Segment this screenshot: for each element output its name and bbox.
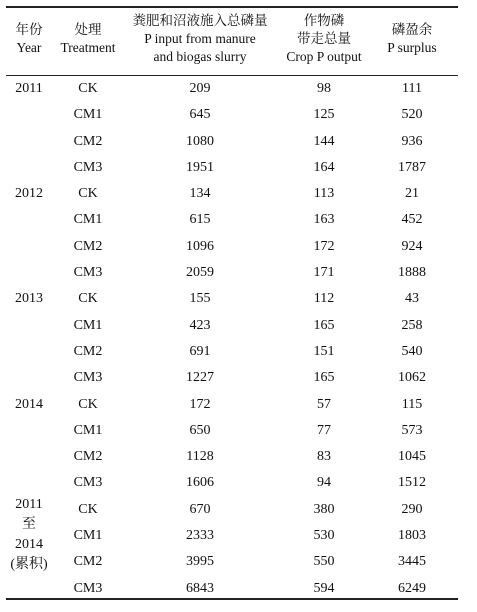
table-row <box>0 392 477 418</box>
surplus-cell: 21 <box>405 186 419 202</box>
surplus-cell: 111 <box>402 81 422 96</box>
surplus-cell: 1787 <box>398 159 426 175</box>
p-input-cell: 155 <box>189 291 211 307</box>
table-row <box>0 470 477 496</box>
p-input-cell: 3995 <box>186 554 214 570</box>
treatment-cell: CM3 <box>73 265 103 281</box>
surplus-cell: 520 <box>401 107 423 123</box>
crop-output-cell: 530 <box>313 528 335 544</box>
surplus-cell: 1062 <box>398 370 426 386</box>
surplus-cell: 1803 <box>398 528 426 544</box>
crop-output-cell: 594 <box>313 580 335 596</box>
crop-output-cell: 380 <box>313 501 335 517</box>
crop-output-cell: 94 <box>317 475 331 491</box>
table-row <box>0 313 477 339</box>
cumulative-note: (累积) <box>10 557 48 572</box>
table-row <box>0 365 477 391</box>
table-row <box>0 76 477 102</box>
header-treatment-cn: 处理 <box>74 22 102 37</box>
cumulative-to: 至 <box>22 517 36 532</box>
p-input-cell: 172 <box>189 396 211 412</box>
surplus-cell: 924 <box>401 238 423 254</box>
treatment-cell: CM1 <box>73 317 103 333</box>
p-input-cell: 423 <box>189 317 211 333</box>
p-input-cell: 1128 <box>186 449 214 465</box>
year-cell: 2011 <box>15 81 43 96</box>
treatment-cell: CK <box>78 291 98 307</box>
header-surplus <box>370 21 454 57</box>
p-input-cell: 134 <box>189 186 211 202</box>
crop-output-cell: 125 <box>313 107 335 123</box>
treatment-cell: CM2 <box>73 343 103 359</box>
treatment-cell: CM1 <box>73 528 103 544</box>
header-p-input-cn: 粪肥和沼液施入总磷量 <box>132 13 268 28</box>
surplus-cell: 3445 <box>398 554 426 570</box>
header-surplus-en: P surplus <box>387 40 437 55</box>
p-input-cell: 209 <box>189 81 211 96</box>
header-p-input-en-1: P input from manure <box>144 31 256 46</box>
table-row <box>0 339 477 365</box>
surplus-cell: 115 <box>401 396 423 412</box>
crop-output-cell: 77 <box>317 422 331 438</box>
table-row <box>0 155 477 181</box>
table-row <box>0 286 477 312</box>
treatment-cell: CM2 <box>73 554 103 570</box>
header-treatment-en: Treatment <box>60 40 116 55</box>
p-input-cell: 1080 <box>186 133 214 149</box>
table-row <box>0 497 477 523</box>
p-input-cell: 1096 <box>186 238 214 254</box>
crop-output-cell: 165 <box>313 317 335 333</box>
table-row <box>0 444 477 470</box>
crop-output-cell: 171 <box>313 265 335 281</box>
table-bottom-rule <box>6 598 458 600</box>
treatment-cell: CM3 <box>73 475 103 491</box>
surplus-cell: 43 <box>405 291 419 307</box>
p-input-cell: 1606 <box>186 475 214 491</box>
header-crop-output-cn-2: 带走总量 <box>297 31 351 46</box>
treatment-cell: CK <box>78 186 98 202</box>
crop-output-cell: 151 <box>313 343 335 359</box>
crop-output-cell: 163 <box>313 212 335 228</box>
treatment-cell: CM3 <box>73 580 103 596</box>
header-year-cn: 年份 <box>15 22 43 37</box>
header-p-input-en-2: and biogas slurry <box>153 49 247 64</box>
table-row <box>0 418 477 444</box>
crop-output-cell: 98 <box>317 81 331 96</box>
surplus-cell: 1888 <box>398 265 426 281</box>
treatment-cell: CM2 <box>73 449 103 465</box>
treatment-cell: CM3 <box>73 159 103 175</box>
p-input-cell: 1227 <box>186 370 214 386</box>
table-row <box>0 207 477 233</box>
p-input-cell: 615 <box>189 212 211 228</box>
treatment-cell: CM1 <box>73 107 103 123</box>
crop-output-cell: 164 <box>313 159 335 175</box>
p-input-cell: 2333 <box>186 528 214 544</box>
p-input-cell: 645 <box>189 107 211 123</box>
p-input-cell: 670 <box>189 501 211 517</box>
table-row <box>0 102 477 128</box>
treatment-cell: CM1 <box>73 212 103 228</box>
surplus-cell: 573 <box>401 422 423 438</box>
header-p-input <box>122 12 278 66</box>
header-year-en: Year <box>16 40 42 55</box>
treatment-cell: CK <box>78 396 98 412</box>
cumulative-end-year: 2014 <box>15 537 43 552</box>
header-year <box>8 21 50 57</box>
surplus-cell: 452 <box>401 212 423 228</box>
crop-output-cell: 144 <box>313 133 335 149</box>
p-input-cell: 691 <box>189 343 211 359</box>
header-surplus-cn: 磷盈余 <box>391 22 433 37</box>
table-top-rule <box>6 6 458 8</box>
surplus-cell: 1045 <box>398 449 426 465</box>
p-input-cell: 1951 <box>186 159 214 175</box>
surplus-cell: 6249 <box>398 580 426 596</box>
surplus-cell: 290 <box>401 501 423 517</box>
crop-output-cell: 172 <box>313 238 335 254</box>
year-cell: 2013 <box>15 291 43 307</box>
year-cell: 2012 <box>15 186 43 202</box>
table-row <box>0 234 477 260</box>
crop-output-cell: 83 <box>317 449 331 465</box>
crop-output-cell: 113 <box>313 186 335 202</box>
header-crop-output <box>284 12 364 66</box>
crop-output-cell: 112 <box>313 291 335 307</box>
treatment-cell: CK <box>78 501 98 517</box>
p-input-cell: 6843 <box>186 580 214 596</box>
cumulative-period-label <box>8 495 50 575</box>
treatment-cell: CM3 <box>73 370 103 386</box>
p-input-cell: 2059 <box>186 265 214 281</box>
treatment-cell: CK <box>78 81 98 96</box>
header-crop-output-cn-1: 作物磷 <box>303 13 345 28</box>
p-input-cell: 650 <box>189 422 211 438</box>
header-crop-output-en: Crop P output <box>286 49 362 64</box>
surplus-cell: 936 <box>401 133 423 149</box>
table-row <box>0 260 477 286</box>
cumulative-start-year: 2011 <box>15 497 43 512</box>
table-row <box>0 523 477 549</box>
table-row <box>0 181 477 207</box>
year-cell: 2014 <box>15 396 43 412</box>
header-treatment <box>54 21 122 57</box>
surplus-cell: 1512 <box>398 475 426 491</box>
treatment-cell: CM2 <box>73 133 103 149</box>
treatment-cell: CM2 <box>73 238 103 254</box>
treatment-cell: CM1 <box>73 422 103 438</box>
crop-output-cell: 57 <box>317 396 331 412</box>
table-body <box>0 76 477 602</box>
surplus-cell: 540 <box>401 343 423 359</box>
crop-output-cell: 165 <box>313 370 335 386</box>
table-row <box>0 129 477 155</box>
table-row <box>0 549 477 575</box>
surplus-cell: 258 <box>401 317 423 333</box>
crop-output-cell: 550 <box>313 554 335 570</box>
